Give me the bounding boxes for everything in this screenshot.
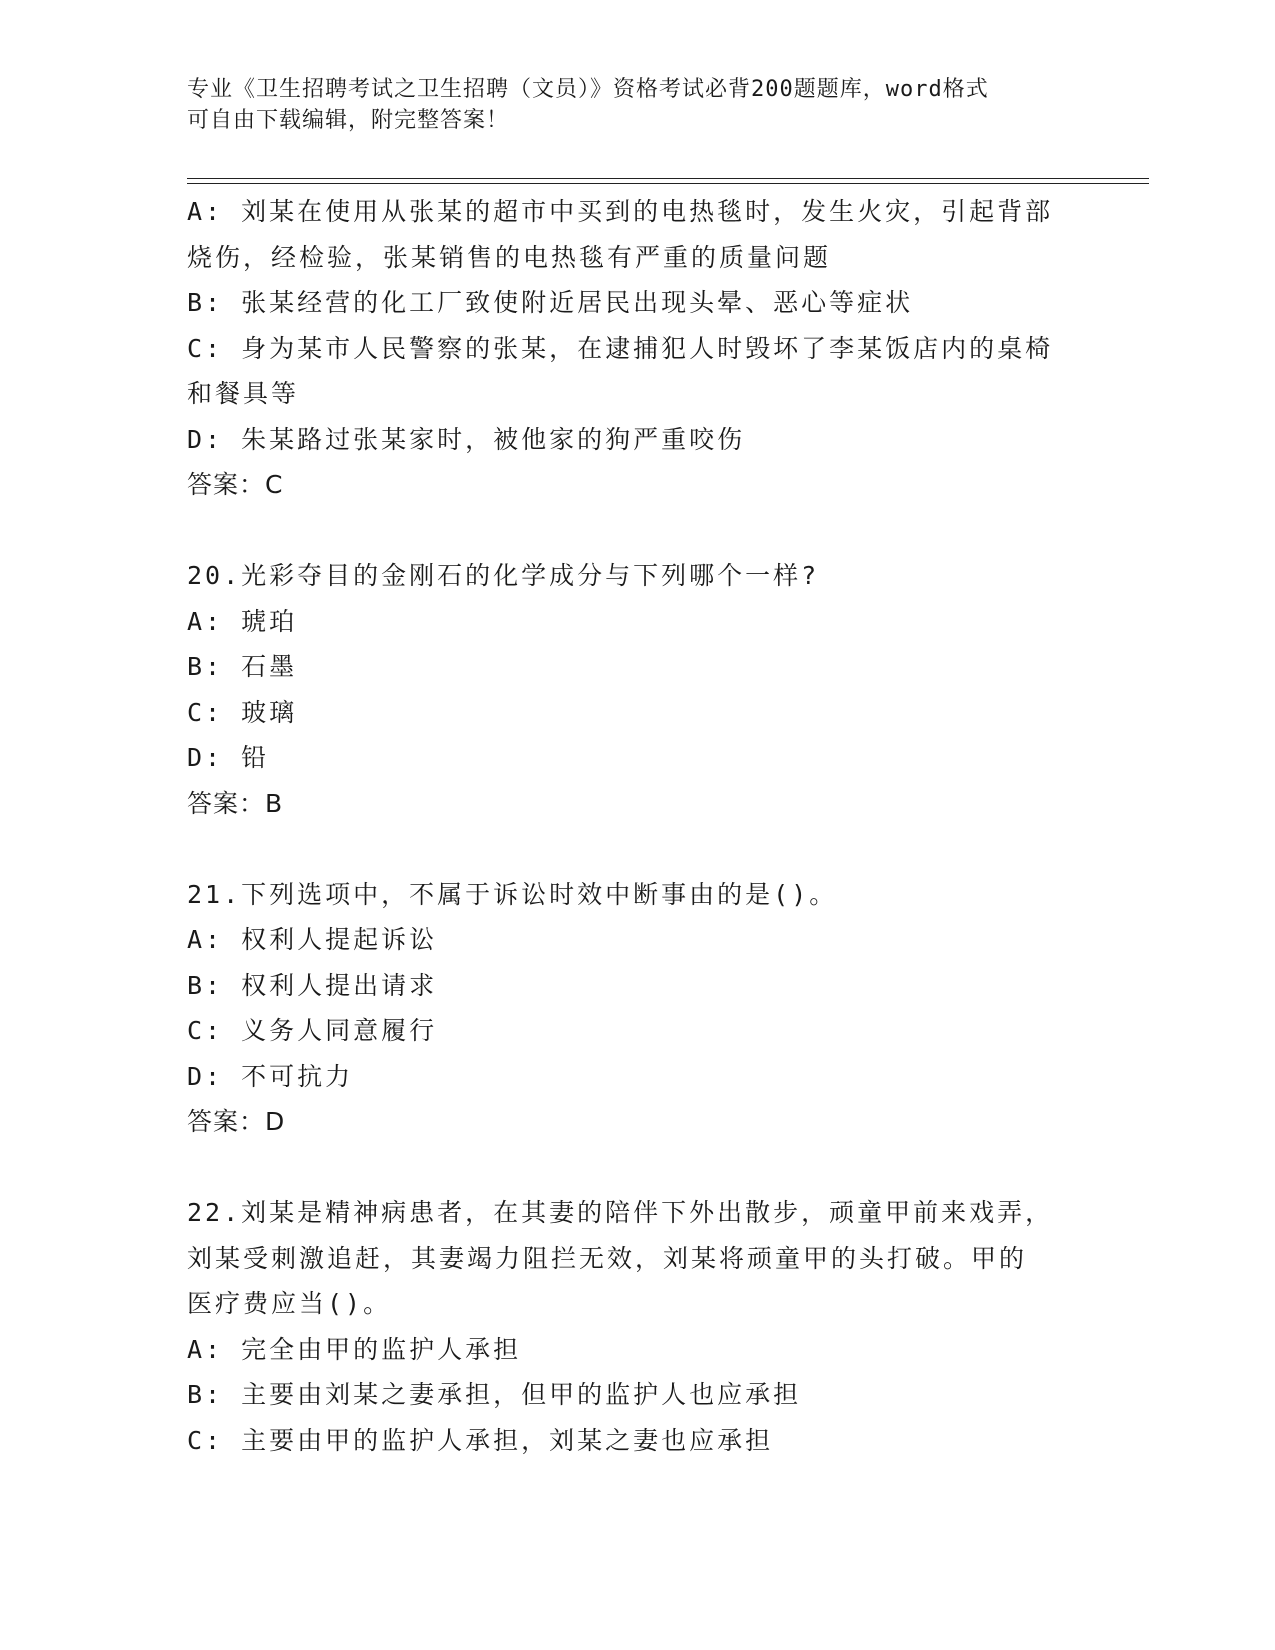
option-d: D: 不可抗力 bbox=[187, 1061, 354, 1091]
question-19-tail bbox=[187, 189, 1077, 508]
option-c: C: 主要由甲的监护人承担，刘某之妻也应承担 bbox=[187, 1425, 774, 1455]
option-line: D: 朱某路过张某家时，被他家的狗严重咬伤 bbox=[187, 424, 746, 454]
option-b: B: 权利人提出请求 bbox=[187, 970, 438, 1000]
header-line-1: 专业《卫生招聘考试之卫生招聘（文员）》资格考试必背200题题库，word格式 bbox=[187, 77, 989, 102]
question-title: 21.下列选项中，不属于诉讼时效中断事由的是()。 bbox=[187, 879, 838, 909]
question-21 bbox=[187, 872, 1077, 1145]
option-line: C: 身为某市人民警察的张某，在逮捕犯人时毁坏了李某饭店内的桌椅 bbox=[187, 333, 1054, 363]
question-content bbox=[187, 189, 1077, 1463]
answer-line: 答案：D bbox=[187, 1107, 286, 1136]
question-title-line: 22.刘某是精神病患者，在其妻的陪伴下外出散步，顽童甲前来戏弄， bbox=[187, 1198, 1054, 1227]
option-line: B: 张某经营的化工厂致使附近居民出现头晕、恶心等症状 bbox=[187, 288, 914, 317]
question-title: 20.光彩夺目的金刚石的化学成分与下列哪个一样? bbox=[187, 561, 820, 590]
option-d: D: 铅 bbox=[187, 743, 270, 772]
header-line-2: 可自由下载编辑，附完整答案！ bbox=[187, 108, 510, 133]
answer-line: 答案：B bbox=[187, 788, 284, 818]
option-c: C: 义务人同意履行 bbox=[187, 1016, 438, 1045]
option-a: A: 权利人提起诉讼 bbox=[187, 925, 438, 954]
question-22 bbox=[187, 1190, 1077, 1463]
spacer bbox=[187, 1145, 1077, 1191]
option-c: C: 玻璃 bbox=[187, 697, 298, 727]
option-line: A: 刘某在使用从张某的超市中买到的电热毯时，发生火灾，引起背部 bbox=[187, 197, 1054, 226]
spacer bbox=[187, 508, 1077, 554]
header-rule-bottom bbox=[187, 183, 1149, 184]
question-title-line: 医疗费应当()。 bbox=[187, 1289, 392, 1318]
question-20 bbox=[187, 553, 1077, 826]
question-title-line: 刘某受刺激追赶，其妻竭力阻拦无效，刘某将顽童甲的头打破。甲的 bbox=[187, 1243, 1028, 1273]
option-b: B: 主要由刘某之妻承担，但甲的监护人也应承担 bbox=[187, 1380, 802, 1409]
option-a: A: 完全由甲的监护人承担 bbox=[187, 1334, 522, 1364]
option-a: A: 琥珀 bbox=[187, 606, 298, 636]
header-rule-top bbox=[187, 178, 1149, 179]
answer-line: 答案：C bbox=[187, 470, 284, 499]
document-header bbox=[187, 74, 1067, 136]
option-line: 烧伤，经检验，张某销售的电热毯有严重的质量问题 bbox=[187, 242, 832, 272]
option-b: B: 石墨 bbox=[187, 652, 298, 681]
option-line: 和餐具等 bbox=[187, 379, 300, 408]
spacer bbox=[187, 826, 1077, 872]
